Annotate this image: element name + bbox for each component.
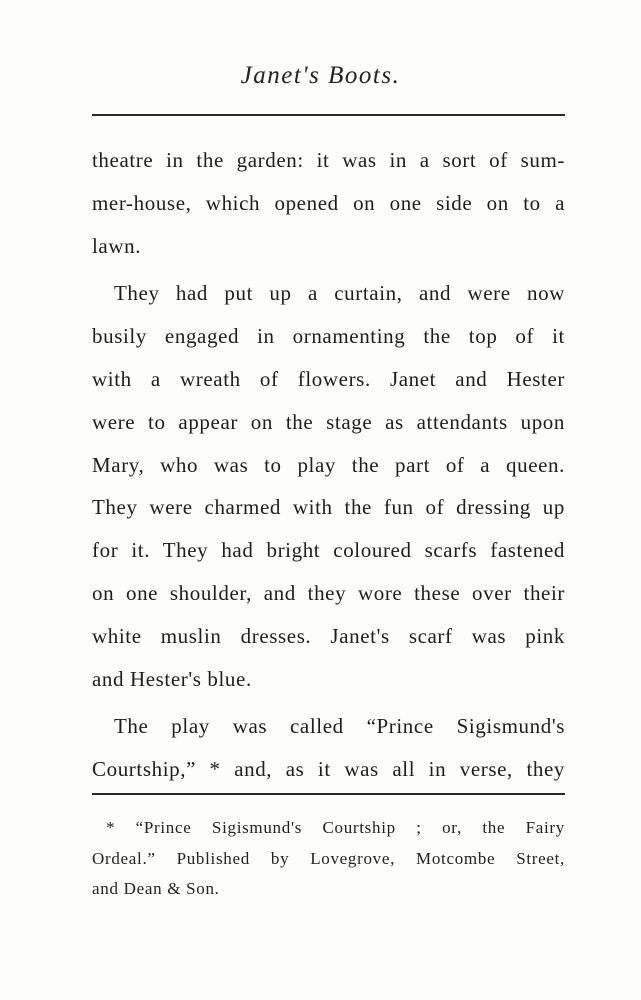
body-text <box>92 145 565 797</box>
running-head: Janet's Boots. <box>240 62 401 89</box>
body-line: Mary, who was to play the part of a queen. <box>92 452 565 477</box>
body-line: for it. They had bright coloured scarfs fastened <box>92 538 565 563</box>
body-line: on one shoulder, and they wore these over their <box>92 580 565 605</box>
body-line: theatre in the garden: it was in a sort of sum- <box>92 148 565 172</box>
footnote-line: Ordeal.” Published by Lovegrove, Motcombe Street, <box>92 848 565 868</box>
body-line: mer-house, which opened on one side on to a <box>92 190 565 215</box>
footnote-rule <box>92 793 565 795</box>
body-line: They were charmed with the fun of dressing up <box>92 495 565 520</box>
body-line: The play was called “Prince Sigismund's <box>114 714 565 739</box>
body-line: with a wreath of flowers. Janet and Hester <box>92 366 565 391</box>
footnote-line: * “Prince Sigismund's Courtship ; or, the Fairy <box>106 818 565 837</box>
body-line: They had put up a curtain, and were now <box>114 281 565 306</box>
body-line: and Hester's blue. <box>92 666 252 691</box>
body-line: white muslin dresses. Janet's scarf was pink <box>92 623 565 648</box>
footnote <box>92 817 565 909</box>
body-line: busily engaged in ornamenting the top of it <box>92 324 565 349</box>
body-line: lawn. <box>92 233 142 258</box>
body-line: were to appear on the stage as attendants upon <box>92 409 565 434</box>
footnote-line: and Dean & Son. <box>92 879 220 898</box>
header-rule <box>92 114 565 116</box>
body-line: Courtship,” * and, as it was all in verse, they <box>92 757 565 782</box>
